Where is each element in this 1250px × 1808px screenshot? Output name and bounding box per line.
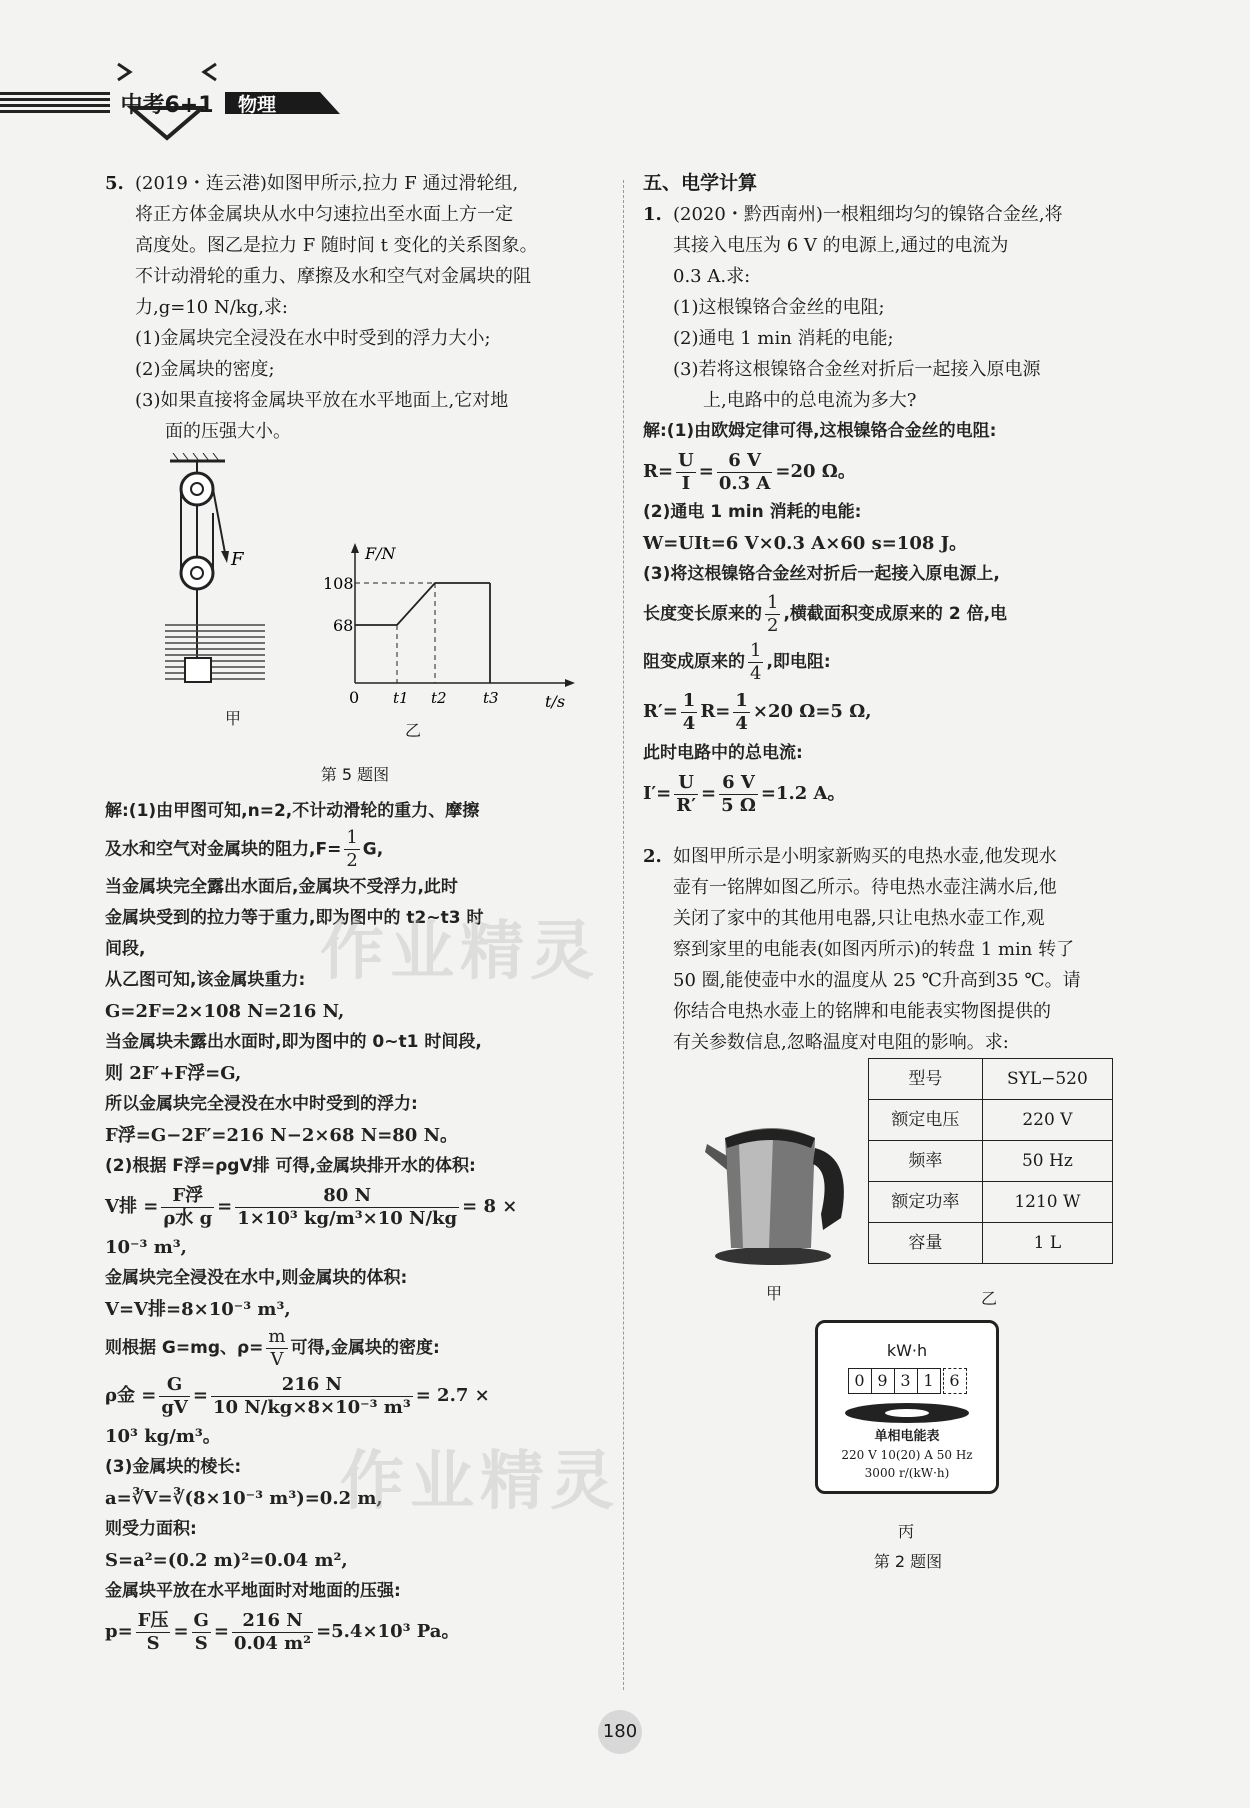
sol-line: (3)金属块的棱长:: [105, 1457, 242, 1477]
sol-line: 10⁻³ m³,: [105, 1237, 187, 1258]
question-2: [643, 841, 1148, 1058]
q5-sub1: (1)金属块完全浸没在水中时受到的浮力大小;: [135, 328, 491, 349]
sol-line: 则受力面积:: [105, 1519, 197, 1539]
q1-line: 其接入电压为 6 V 的电源上,通过的电流为: [673, 235, 1009, 256]
nameplate-row: [869, 1141, 1113, 1182]
q1-line: (2020・黔西南州)一根粗细均匀的镍铬合金丝,将: [673, 204, 1063, 225]
nameplate-value: 220 V: [982, 1100, 1112, 1141]
chart-tick-0: 0: [349, 688, 360, 707]
figure-2-caption: 第 2 题图: [873, 1552, 943, 1571]
meter-digit: 1: [918, 1368, 941, 1394]
force-time-chart: [305, 543, 595, 713]
section-title: 五、电学计算: [643, 172, 758, 194]
sol-line: 金属块完全浸没在水中,则金属块的体积:: [105, 1268, 408, 1288]
sol-line: V=V排=8×10⁻³ m³,: [105, 1299, 291, 1320]
q5-sub3: (3)如果直接将金属块平放在水平地面上,它对地: [135, 390, 509, 411]
question-number: 5.: [105, 173, 124, 194]
right-column: [643, 168, 1148, 1578]
logo-text: 中考6+1: [120, 93, 214, 118]
sol-line: 阻变成原来的 $\frac{1}{4}$ ,即电阻:: [643, 639, 831, 684]
q5-line: 高度处。图乙是拉力 F 随时间 t 变化的关系图象。: [135, 235, 538, 256]
energy-meter: [815, 1320, 999, 1494]
question-number: 2.: [643, 846, 662, 867]
nameplate-key: 型号: [869, 1059, 983, 1100]
meter-disc-icon: [832, 1398, 982, 1428]
chart-tick-t1: t1: [393, 689, 409, 707]
sol-line: G=2F=2×108 N=216 N,: [105, 1001, 345, 1022]
sol-line: R= $\frac{U}{I}$ = $\frac{6 V}{0.3 A}$ =20 Ω。: [643, 449, 856, 494]
chart-tick-t3: t3: [483, 689, 499, 707]
chart-tick-68: 68: [333, 616, 354, 635]
q2-line: 壶有一铭牌如图乙所示。待电热水壶注满水后,他: [673, 877, 1057, 898]
meter-spec-2: 3000 r/(kW·h): [864, 1466, 950, 1480]
nameplate-row: [869, 1223, 1113, 1264]
meter-digit: 3: [895, 1368, 918, 1394]
nameplate-row: [869, 1182, 1113, 1223]
page-header: [0, 62, 340, 142]
subject-label: 物理: [238, 94, 277, 116]
q1-line: 0.3 A.求:: [673, 266, 751, 287]
q1-sub2: (2)通电 1 min 消耗的电能;: [673, 328, 894, 349]
question-number: 1.: [643, 204, 662, 225]
sol-line: F浮=G−2F′=216 N−2×68 N=80 N。: [105, 1125, 459, 1146]
sol-line: 解:(1)由欧姆定律可得,这根镍铬合金丝的电阻:: [643, 421, 997, 441]
sol-line: 则 2F′+F浮=G,: [105, 1063, 242, 1084]
sol-line: 所以金属块完全浸没在水中时受到的浮力:: [105, 1094, 418, 1114]
figure-5-caption: 第 5 题图: [320, 765, 390, 784]
chart-y-label: F/N: [365, 544, 396, 563]
pulley-diagram: [165, 453, 275, 723]
question-5: [105, 168, 605, 447]
meter-spec-1: 220 V 10(20) A 50 Hz: [841, 1448, 973, 1462]
sol-line: S=a²=(0.2 m)²=0.04 m²,: [105, 1550, 348, 1571]
nameplate-value: 1 L: [982, 1223, 1112, 1264]
sol-line: 此时电路中的总电流:: [643, 743, 803, 763]
meter-name: 单相电能表: [874, 1429, 940, 1444]
watermark: 作业精灵: [320, 915, 600, 989]
question-1: [643, 199, 1148, 416]
sol-line: (3)将这根镍铬合金丝对折后一起接入原电源上,: [643, 564, 1000, 584]
sol-line: 当金属块未露出水面时,即为图中的 0~t1 时间段,: [105, 1032, 482, 1052]
nameplate-value: SYL−520: [982, 1059, 1112, 1100]
fig-jia-label: 甲: [766, 1284, 783, 1303]
q2-line: 察到家里的电能表(如图丙所示)的转盘 1 min 转了: [673, 939, 1075, 960]
meter-unit: kW·h: [886, 1341, 928, 1360]
meter-digit: 9: [872, 1368, 895, 1394]
sol-line: 长度变长原来的 $\frac{1}{2}$ ,横截面积变成原来的 2 倍,电: [643, 591, 1008, 636]
sol-line: R′= $\frac{1}{4}$ R= $\frac{1}{4}$ ×20 Ω=5 Ω,: [643, 689, 872, 734]
nameplate-key: 频率: [869, 1141, 983, 1182]
sol-line: 当金属块完全露出水面后,金属块不受浮力,此时: [105, 877, 458, 897]
q5-sub2: (2)金属块的密度;: [135, 359, 275, 380]
fig-yi-label: 乙: [981, 1289, 998, 1308]
sol-line: 金属块平放在水平地面时对地面的压强:: [105, 1581, 401, 1601]
force-label: F: [231, 549, 244, 570]
sol-line: W=UIt=6 V×0.3 A×60 s=108 J。: [643, 533, 968, 554]
sol-line: ρ金 = $\frac{G}{gV}$ = $\frac{216 N}{\text{10 N/kg×8×10⁻³ m³}}$ = 2.7 ×: [105, 1373, 490, 1418]
sol-line: 解:(1)由甲图可知,n=2,不计动滑轮的重力、摩擦: [105, 801, 480, 821]
sol-line: a=∛V=∛(8×10⁻³ m³)=0.2 m,: [105, 1488, 383, 1509]
q2-line: 50 圈,能使壶中水的温度从 25 ℃升高到35 ℃。请: [673, 970, 1081, 991]
q1-sub1: (1)这根镍铬合金丝的电阻;: [673, 297, 885, 318]
q5-line: 将正方体金属块从水中匀速拉出至水面上方一定: [135, 204, 513, 225]
chart-x-label: t/s: [545, 692, 566, 711]
sol-line: 及水和空气对金属块的阻力,F= $\frac{1}{2}$ G,: [105, 827, 384, 871]
kettle-nameplate: [868, 1058, 1113, 1264]
nameplate-key: 额定电压: [869, 1100, 983, 1141]
sol-line: I′= $\frac{U}{R'}$ = $\frac{6 V}{5 \Omega}$ =1.2 A。: [643, 771, 846, 816]
meter-digits: [818, 1368, 996, 1394]
nameplate-row: [869, 1059, 1113, 1100]
chart-tick-108: 108: [323, 574, 354, 593]
q5-sub3-cont: 面的压强大小。: [165, 421, 291, 442]
q1-sub3-cont: 上,电路中的总电流为多大?: [703, 390, 917, 411]
sol-line: 则根据 G=mg、ρ= $\frac{m}{V}$ 可得,金属块的密度:: [105, 1325, 440, 1370]
figure-5: [105, 453, 605, 753]
nameplate-key: 容量: [869, 1223, 983, 1264]
q2-line: 如图甲所示是小明家新购买的电热水壶,他发现水: [673, 846, 1057, 867]
sol-line: 从乙图可知,该金属块重力:: [105, 970, 306, 990]
sol-line: 10³ kg/m³。: [105, 1426, 221, 1447]
sol-line: (2)根据 F浮=ρgV排 可得,金属块排开水的体积:: [105, 1156, 476, 1176]
meter-digit: 0: [848, 1368, 872, 1394]
sol-line: V排 = $\frac{\text{F浮}}{\text{ρ水 g}}$ = $\frac{80 N}{\text{1×10³ kg/m³×10 N/kg}}$ = 8 ×: [105, 1184, 518, 1229]
nameplate-row: [869, 1100, 1113, 1141]
nameplate-value: 1210 W: [982, 1182, 1112, 1223]
q1-sub3: (3)若将这根镍铬合金丝对折后一起接入原电源: [673, 359, 1041, 380]
chart-tick-t2: t2: [431, 689, 447, 707]
watermark: 作业精灵: [340, 1445, 620, 1519]
q2-line: 有关参数信息,忽略温度对电阻的影响。求:: [673, 1032, 1009, 1053]
q2-line: 你结合电热水壶上的铭牌和电能表实物图提供的: [673, 1001, 1051, 1022]
q5-line: (2019・连云港)如图甲所示,拉力 F 通过滑轮组,: [135, 173, 519, 194]
q5-line: 力,g=10 N/kg,求:: [135, 297, 288, 318]
q2-line: 关闭了家中的其他用电器,只让电热水壶工作,观: [673, 908, 1045, 929]
solution-1: [643, 416, 1148, 819]
q5-line: 不计动滑轮的重力、摩擦及水和空气对金属块的阻: [135, 266, 531, 287]
column-divider: [623, 180, 624, 1690]
sol-line: (2)通电 1 min 消耗的电能:: [643, 502, 862, 522]
fig-yi-label: 乙: [405, 721, 422, 740]
sol-line: 间段,: [105, 939, 146, 959]
fig-bing-label: 丙: [898, 1522, 915, 1541]
meter-digit: 6: [943, 1368, 967, 1394]
nameplate-key: 额定功率: [869, 1182, 983, 1223]
sol-line: 金属块受到的拉力等于重力,即为图中的 t2~t3 时: [105, 908, 484, 928]
kettle-icon: [703, 1098, 853, 1268]
page-number: 180: [598, 1710, 642, 1754]
fig-jia-label: 甲: [225, 709, 242, 728]
figure-2: [643, 1058, 1148, 1578]
nameplate-value: 50 Hz: [982, 1141, 1112, 1182]
sol-line: p= $\frac{\text{F压}}{S}$ = $\frac{G}{S}$ = $\frac{216 N}{\text{0.04 m²}}$ =5.4×10³ Pa。: [105, 1609, 460, 1654]
